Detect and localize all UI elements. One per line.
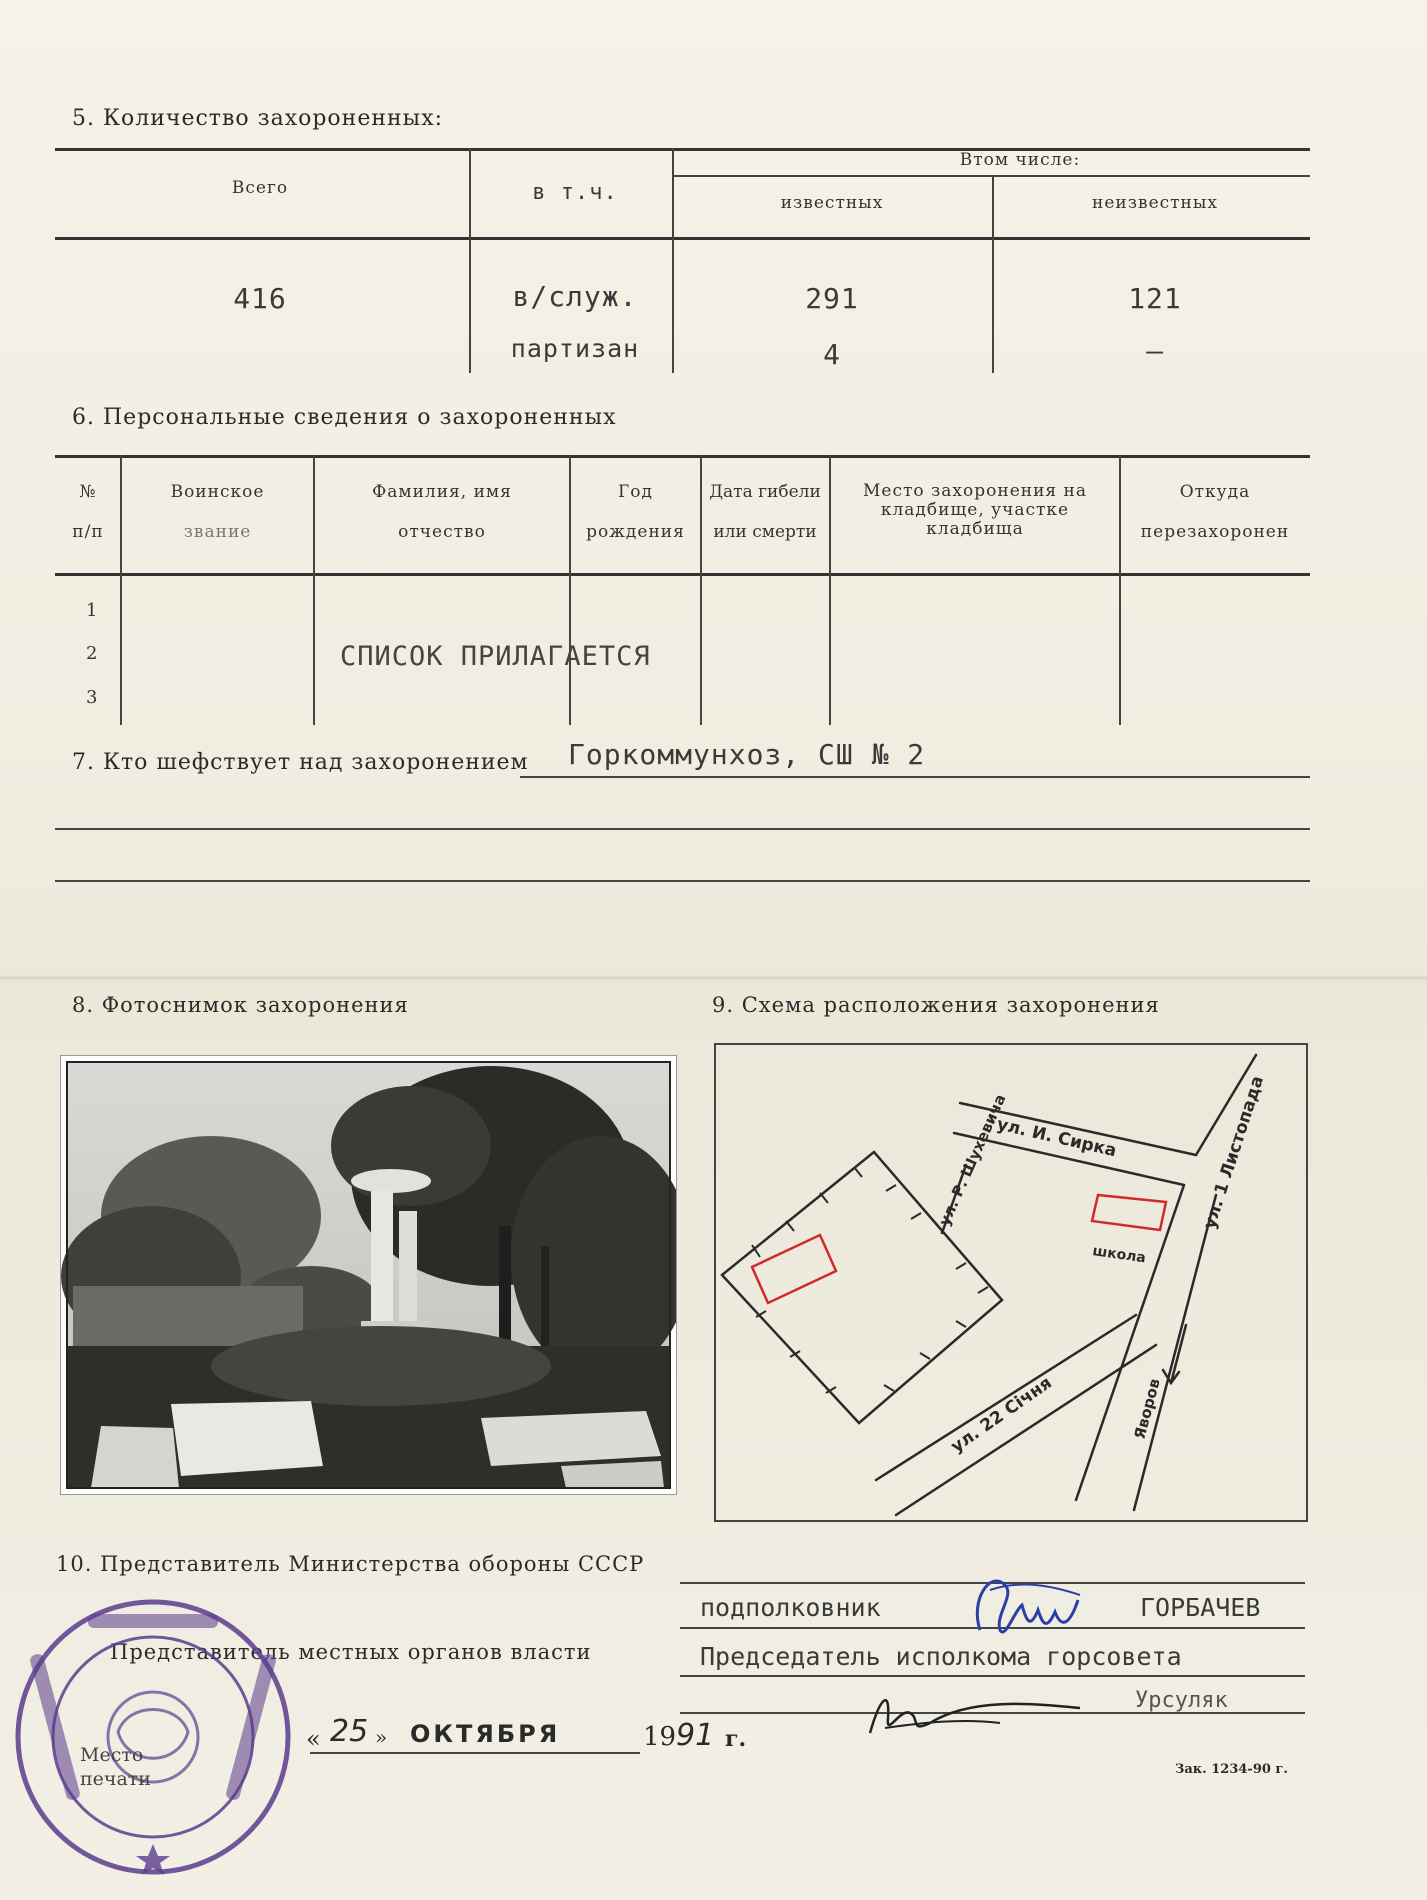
scheme-label-sirka: ул. И. Сирка [994, 1114, 1119, 1162]
date-open-quote: « [306, 1725, 321, 1753]
table5-header-total: Всего [231, 178, 289, 198]
table6-header-bottom-line [55, 573, 1310, 576]
burial-photograph [60, 1055, 677, 1495]
table6-header-num-1: № [79, 482, 97, 502]
table6-row-number-1: 1 [86, 600, 98, 621]
table6-header-num-2: п/п [72, 522, 104, 542]
section7-title: 7. Кто шефствует над захоронением [72, 750, 529, 775]
section5-title: 5. Количество захороненных: [72, 106, 444, 131]
table6-header-rank-1: Воинское [170, 482, 265, 502]
table5-known-servicemen: 291 [805, 282, 859, 315]
table6-row-number-2: 2 [86, 643, 98, 664]
table6-header-rank-2: звание [183, 522, 252, 542]
local-signature [850, 1678, 1100, 1748]
section6-title: 6. Персональные сведения о захороненных [72, 405, 617, 430]
table5-header-incl: в т.ч. [532, 180, 618, 205]
table6-row-number-3: 3 [86, 687, 98, 708]
table6-vline-1 [120, 455, 122, 725]
table6-header-date-2: или смерти [713, 522, 817, 542]
table6-header-place: Место захоронения на кладбище, участке кладбища [862, 481, 1088, 539]
scheme-label-yavoriv: Яворов [1130, 1376, 1164, 1442]
paper-fold [0, 975, 1427, 981]
table6-header-name-2: отчество [398, 522, 486, 542]
official-stamp [8, 1592, 298, 1882]
table5-unknown-servicemen: 121 [1128, 282, 1182, 315]
section10-local-title: Представитель местных органов власти [110, 1640, 592, 1664]
section10-mod-name: ГОРБАЧЕВ [1140, 1593, 1261, 1622]
date-underline [310, 1752, 640, 1754]
table6-vline-2 [313, 455, 315, 725]
date-month: ОКТЯБРЯ [410, 1720, 561, 1748]
date-day: 25 [330, 1714, 369, 1749]
table6-vline-6 [1119, 455, 1121, 725]
date-close-quote: » [375, 1725, 388, 1749]
table5-category-servicemen: в/служ. [512, 280, 638, 313]
section10-title: 10. Представитель Министерства обороны СССР [56, 1552, 645, 1576]
table5-header-unknown: неизвестных [1092, 193, 1218, 213]
scheme-label-sichnya: ул. 22 Січня [947, 1372, 1056, 1458]
table5-known-partisans: 4 [823, 338, 841, 371]
table6-list-attached-note: СПИСОК ПРИЛАГАЕТСЯ [340, 641, 651, 672]
section7-patron-value: Горкоммунхоз, СШ № 2 [568, 738, 926, 771]
table6-header-name-1: Фамилия, имя [372, 482, 512, 502]
table5-total-value: 416 [233, 282, 287, 315]
table6-vline-3 [569, 455, 571, 725]
date-suffix: г. [725, 1726, 747, 1752]
section7-blank-line-2 [55, 880, 1310, 882]
scheme-label-school: школа [1091, 1243, 1147, 1267]
section8-title: 8. Фотоснимок захоронения [72, 993, 409, 1017]
table5-unknown-partisans: – [1146, 334, 1164, 367]
burial-location-scheme [714, 1043, 1308, 1522]
table5-vline-3 [992, 175, 994, 373]
stamp-place-label-1: Место [80, 1744, 144, 1766]
section7-value-line [520, 776, 1310, 778]
table6-header-from-1: Откуда [1179, 482, 1251, 502]
table6-header-from-2: перезахоронен [1140, 522, 1290, 542]
table5-header-known: известных [780, 193, 884, 213]
table5-header-of-which: Втом числе: [959, 150, 1081, 170]
table6-top-line [55, 455, 1310, 458]
scheme-label-shukhevycha: ул. Р. Шухевича [935, 1091, 1010, 1229]
section10-local-position: Председатель исполкома горсовета [700, 1642, 1182, 1671]
scheme-map [716, 1045, 1306, 1520]
table5-vline-1 [469, 148, 471, 373]
burial-photo-image [61, 1056, 676, 1494]
table6-header-year-2: рождения [586, 522, 685, 542]
table6-header-date-1: Дата гибели [709, 482, 821, 502]
section7-blank-line-1 [55, 828, 1310, 830]
table6-vline-5 [829, 455, 831, 725]
date-year-prefix: 19 [643, 1722, 677, 1752]
printer-note: Зак. 1234-90 г. [1175, 1762, 1288, 1777]
table5-vline-2 [672, 148, 674, 373]
section10-local-position-line [680, 1675, 1305, 1677]
section9-title: 9. Схема расположения захоронения [712, 993, 1160, 1017]
stamp-place-label-2: печати [80, 1768, 151, 1790]
section10-local-name: Урсуляк [1135, 1688, 1228, 1713]
table5-category-partisans: партизан [510, 334, 640, 363]
scheme-label-lystopada: ул. 1 Листопада [1199, 1073, 1269, 1232]
table5-header-bottom-line [55, 237, 1310, 240]
mod-signature [960, 1560, 1100, 1650]
section10-mod-rank: подполковник [700, 1593, 881, 1622]
table5-subheader-line [672, 175, 1310, 177]
date-year-suffix: 91 [676, 1718, 715, 1753]
table6-header-year-1: Год [618, 482, 653, 502]
